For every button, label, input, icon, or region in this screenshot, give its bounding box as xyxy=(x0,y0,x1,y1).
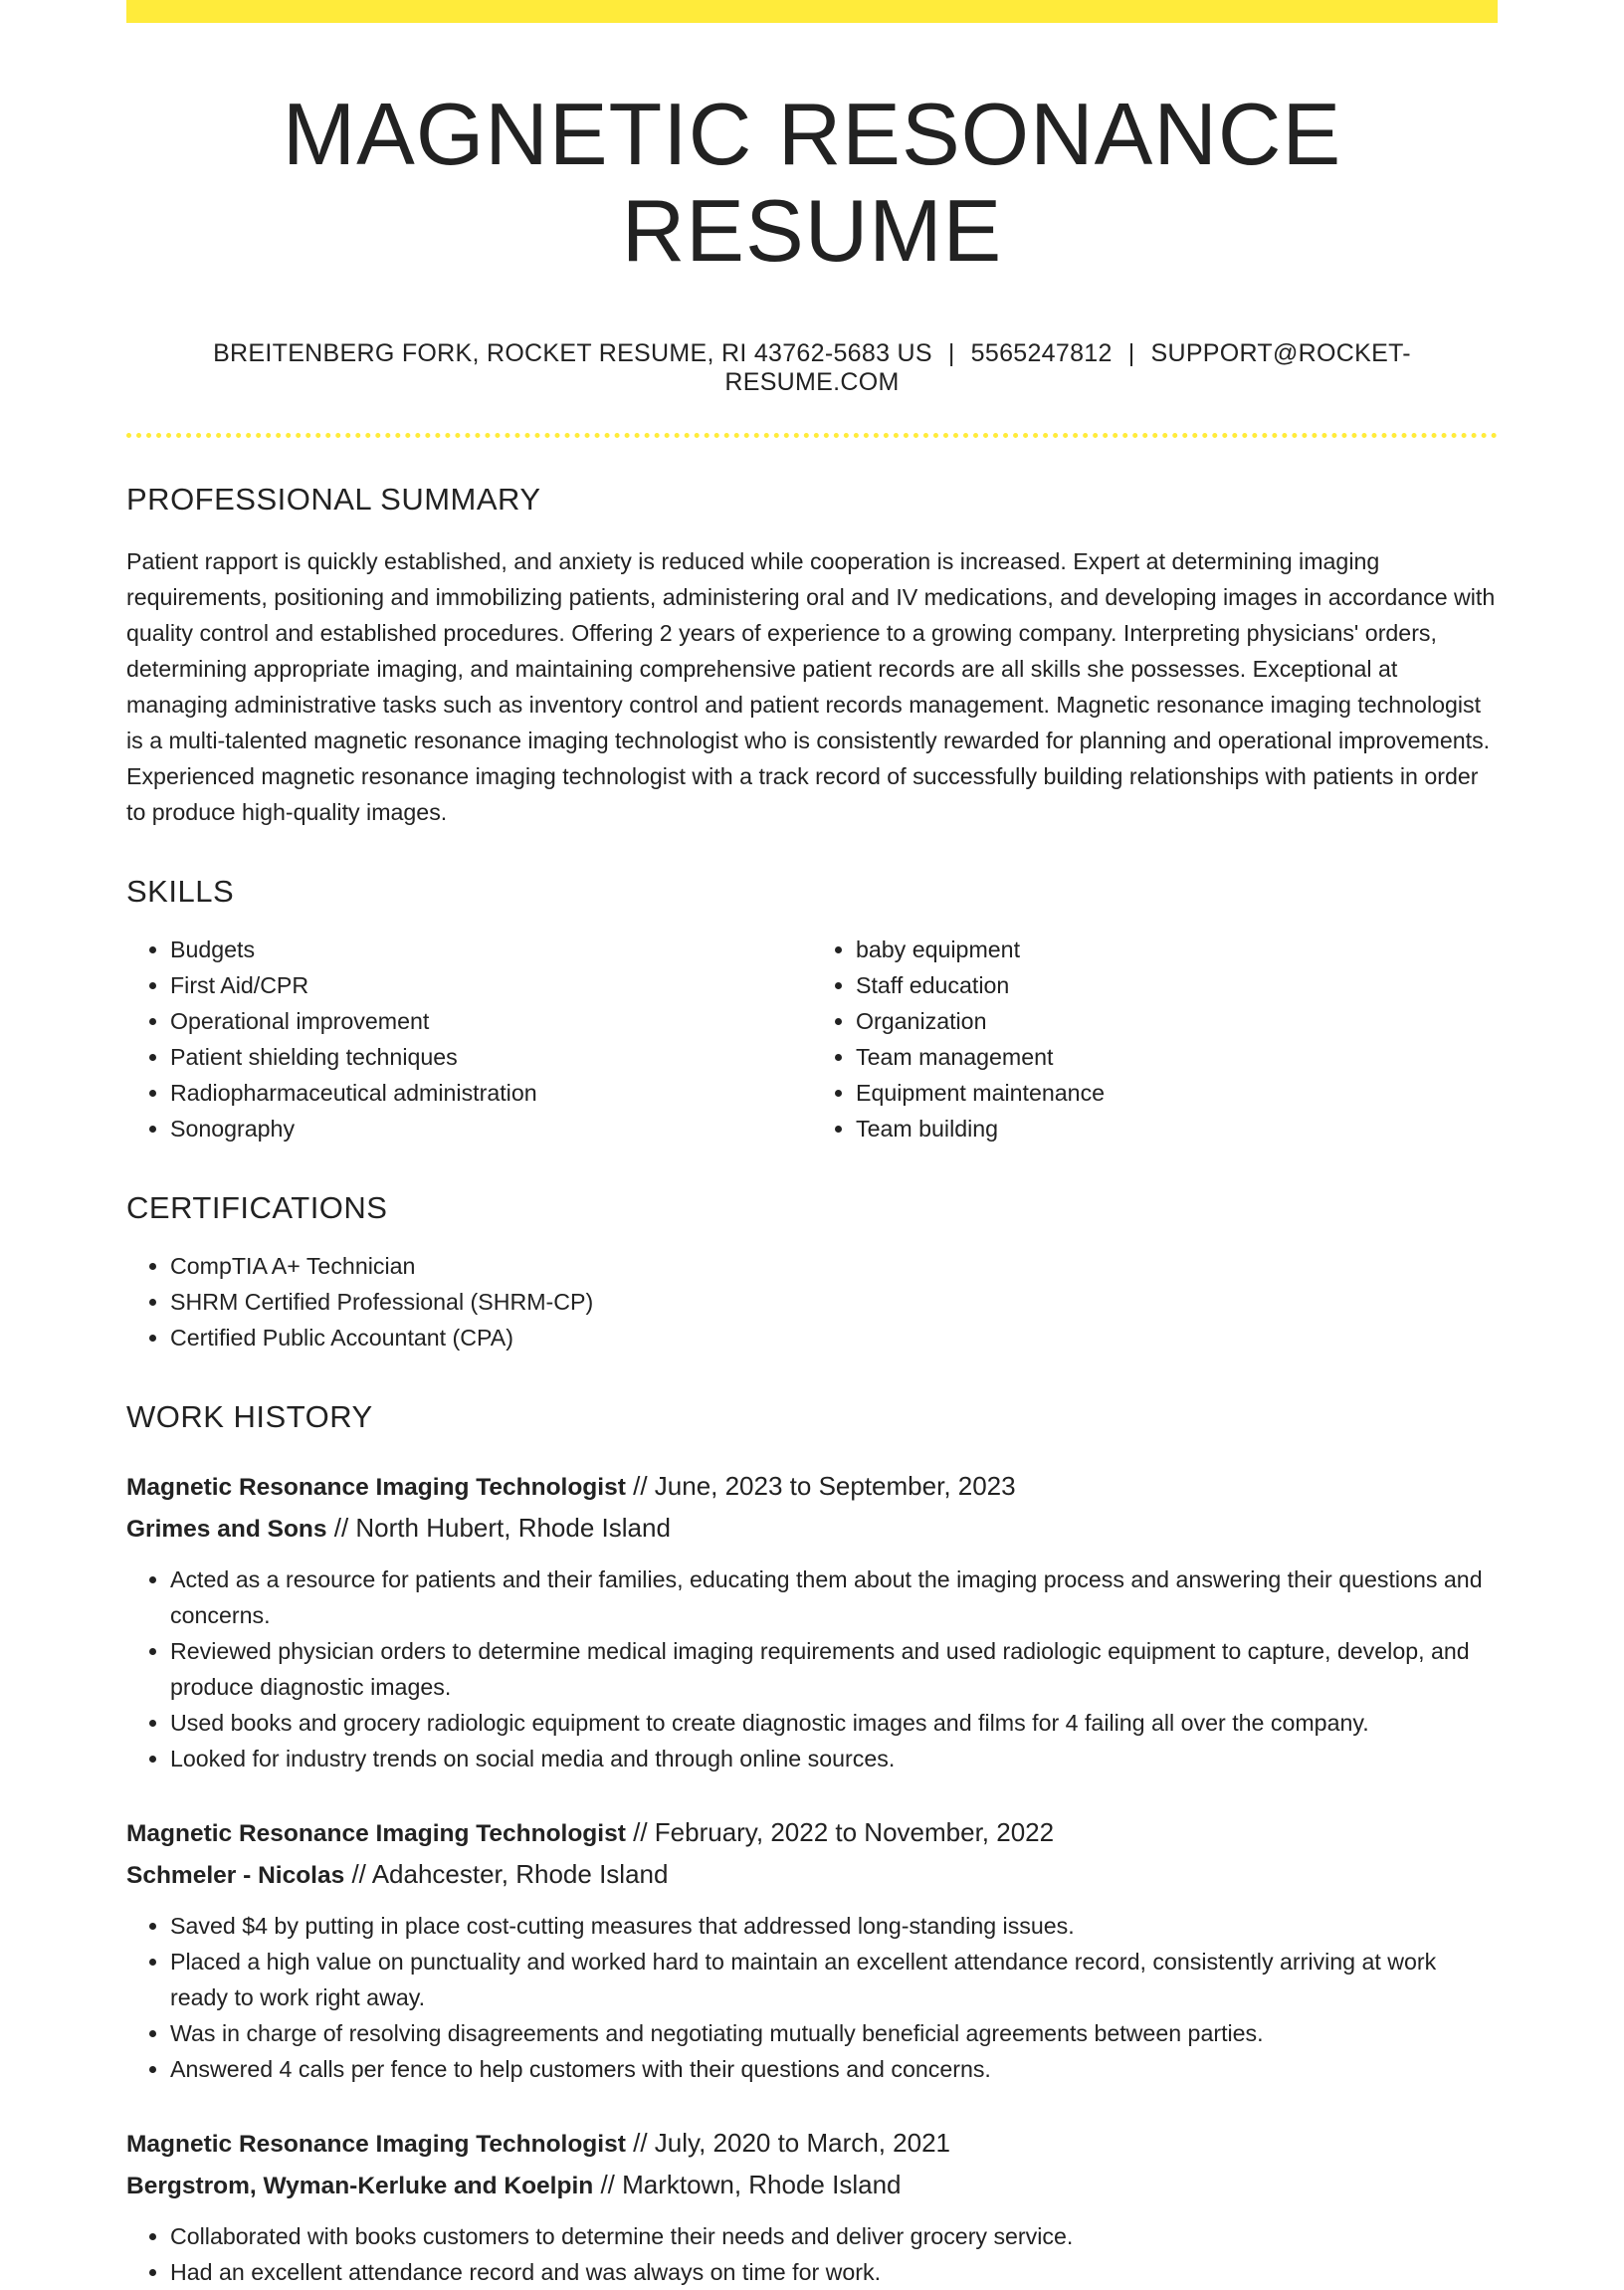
job-title: Magnetic Resonance Imaging Technologist xyxy=(126,1473,626,1501)
job-bullet: • Had an excellent attendance record and was always on time for work. xyxy=(170,2254,1498,2290)
skill-item: • Operational improvement xyxy=(170,1003,812,1039)
job-company-line xyxy=(126,1508,1498,1550)
job-location: // Adahcester, Rhode Island xyxy=(344,1858,669,1889)
email: SUPPORT@ROCKET-RESUME.COM xyxy=(724,338,1411,396)
job-dates: // July, 2020 to March, 2021 xyxy=(625,2127,951,2158)
skill-item: • Patient shielding techniques xyxy=(170,1039,812,1075)
job-bullet: • Saved $4 by putting in place cost-cutting measures that addressed long-standing issues. xyxy=(170,1908,1498,1944)
top-accent-bar xyxy=(126,0,1498,23)
job-title-line xyxy=(126,2123,1498,2165)
skill-item: • First Aid/CPR xyxy=(170,967,812,1003)
job-title-line xyxy=(126,1466,1498,1508)
dotted-divider xyxy=(126,433,1498,438)
job-company-line xyxy=(126,1854,1498,1896)
job-company: Grimes and Sons xyxy=(126,1515,327,1543)
job-bullets xyxy=(126,2218,1498,2290)
skill-item: • baby equipment xyxy=(856,932,1498,967)
job-location: // Marktown, Rhode Island xyxy=(593,2169,902,2199)
skill-item: • Team management xyxy=(856,1039,1498,1075)
skills-heading: SKILLS xyxy=(126,873,235,909)
phone: 5565247812 xyxy=(970,338,1113,367)
certifications-list xyxy=(126,1248,1498,1355)
work-history-heading: WORK HISTORY xyxy=(126,1398,373,1434)
job-bullet: • Acted as a resource for patients and their families, educating them about the imaging process and answering their questions and concerns. xyxy=(170,1561,1498,1633)
resume-title: MAGNETIC RESONANCE RESUME xyxy=(282,85,1342,280)
resume-page xyxy=(126,0,1498,2290)
job-bullet: • Answered 4 calls per fence to help customers with their questions and concerns. xyxy=(170,2051,1498,2087)
job-company: Bergstrom, Wyman-Kerluke and Koelpin xyxy=(126,2172,594,2199)
job-bullet: • Placed a high value on punctuality and worked hard to maintain an excellent attendance record, consistently arriving at work ready to work right away. xyxy=(170,1944,1498,2015)
skill-item: • Equipment maintenance xyxy=(856,1075,1498,1111)
job-title: Magnetic Resonance Imaging Technologist xyxy=(126,2130,626,2158)
summary-text: Patient rapport is quickly established, and anxiety is reduced while cooperation is increased. Expert at determining imaging requirements, positioning and immobilizing patients, administering oral and IV medications, and developing images in accordance with quality control and established procedures. Offering 2 years of experience to a growing company. Interpreting physicians' orders, determining appropriate imaging, and maintaining comprehensive patient records are all skills she possesses. Exceptional at managing administrative tasks such as inventory control and patient records management. Magnetic resonance imaging technologist is a multi-talented magnetic resonance imaging technologist who is consistently rewarded for planning and operational improvements. Experienced magnetic resonance imaging technologist with a track record of successfully building relationships with patients in order to produce high-quality images. xyxy=(126,547,1496,825)
job-entry xyxy=(126,1812,1498,2087)
job-bullet: • Reviewed physician orders to determine medical imaging requirements and used radiologic equipment to capture, develop, and produce diagnostic images. xyxy=(170,1633,1498,1705)
job-bullet: • Looked for industry trends on social media and through online sources. xyxy=(170,1741,1498,1776)
certification-item: • Certified Public Accountant (CPA) xyxy=(170,1320,1498,1355)
skills-list xyxy=(126,932,1498,1146)
contact-line xyxy=(126,339,1498,397)
job-bullets xyxy=(126,1908,1498,2087)
skills-column-left xyxy=(126,932,812,1146)
job-entry xyxy=(126,1466,1498,1776)
address: BREITENBERG FORK, ROCKET RESUME, RI 43762-5683 US xyxy=(213,338,932,367)
separator: | xyxy=(1127,338,1135,367)
job-title-line xyxy=(126,1812,1498,1854)
job-company-line xyxy=(126,2165,1498,2206)
separator: | xyxy=(947,338,955,367)
skill-item: • Team building xyxy=(856,1111,1498,1146)
job-company: Schmeler - Nicolas xyxy=(126,1861,345,1889)
job-bullet: • Was in charge of resolving disagreements and negotiating mutually beneficial agreements between parties. xyxy=(170,2015,1498,2051)
job-dates: // June, 2023 to September, 2023 xyxy=(625,1470,1016,1501)
job-title: Magnetic Resonance Imaging Technologist xyxy=(126,1819,626,1847)
skills-column-right xyxy=(812,932,1498,1146)
skill-item: • Radiopharmaceutical administration xyxy=(170,1075,812,1111)
skill-item: • Sonography xyxy=(170,1111,812,1146)
certifications-heading: CERTIFICATIONS xyxy=(126,1189,388,1225)
skill-item: • Organization xyxy=(856,1003,1498,1039)
skill-item: • Staff education xyxy=(856,967,1498,1003)
job-bullet: • Used books and grocery radiologic equipment to create diagnostic images and films for 4 failing all over the company. xyxy=(170,1705,1498,1741)
job-location: // North Hubert, Rhode Island xyxy=(326,1512,671,1543)
job-bullets xyxy=(126,1561,1498,1776)
job-entry xyxy=(126,2123,1498,2290)
summary-heading: PROFESSIONAL SUMMARY xyxy=(126,481,541,517)
job-bullet: • Collaborated with books customers to determine their needs and deliver grocery service. xyxy=(170,2218,1498,2254)
certification-item: • CompTIA A+ Technician xyxy=(170,1248,1498,1284)
job-dates: // February, 2022 to November, 2022 xyxy=(625,1816,1055,1847)
certification-item: • SHRM Certified Professional (SHRM-CP) xyxy=(170,1284,1498,1320)
skill-item: • Budgets xyxy=(170,932,812,967)
